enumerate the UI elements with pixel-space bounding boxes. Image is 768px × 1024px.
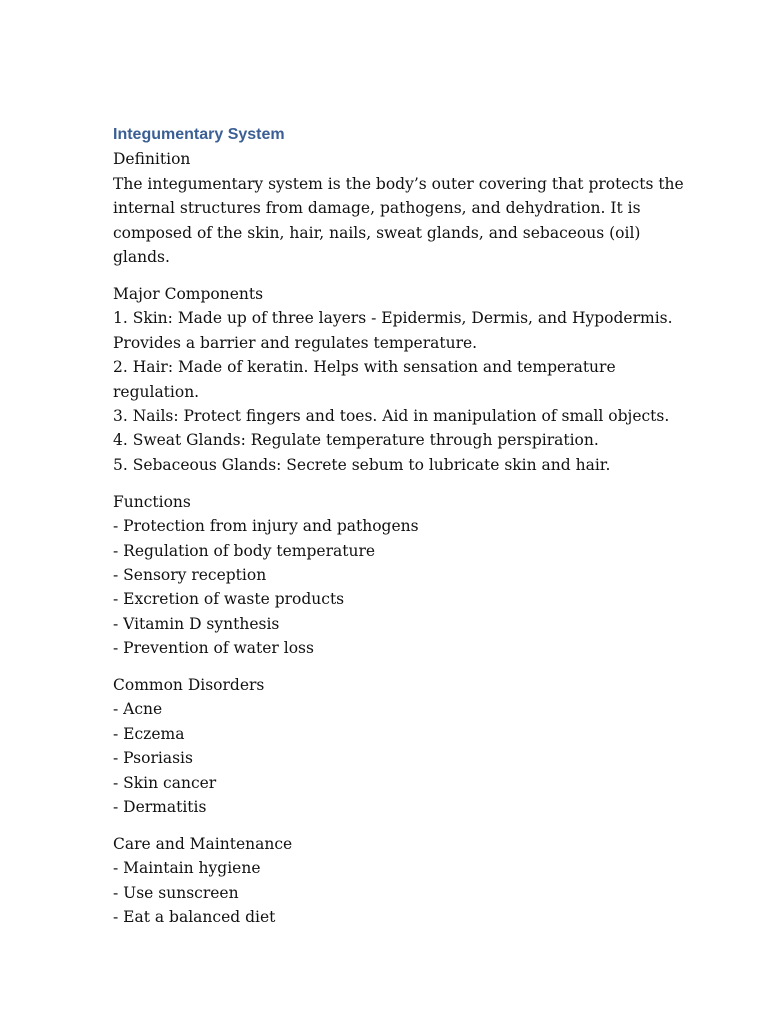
common-disorders-heading: Common Disorders [113,676,265,695]
major-components-section [113,282,673,477]
definition-line: The integumentary system is the body’s outer covering that protects the [113,174,684,193]
component-line: 2. Hair: Made of keratin. Helps with sensation and temperature [113,358,616,377]
list-item: - Excretion of waste products [113,590,345,609]
definition-line: internal structures from damage, pathogens, and dehydration. It is [113,199,641,218]
document-title: Integumentary System [113,126,285,143]
definition-section [113,147,684,269]
functions-heading: Functions [113,492,191,511]
list-item: - Acne [113,700,163,719]
care-maintenance-list [113,856,673,929]
common-disorders-section [113,673,673,819]
functions-list [113,514,673,660]
care-maintenance-section [113,832,673,930]
list-item: - Prevention of water loss [113,639,314,658]
list-item: - Skin cancer [113,773,217,792]
list-item: - Vitamin D synthesis [113,614,280,633]
list-item: - Maintain hygiene [113,859,261,878]
definition-line: glands. [113,248,170,267]
list-item: - Protection from injury and pathogens [113,517,419,536]
major-components-heading: Major Components [113,284,264,303]
component-line: Provides a barrier and regulates temperature. [113,333,478,352]
list-item: - Use sunscreen [113,883,239,902]
list-item: - Eczema [113,724,185,743]
common-disorders-list [113,697,673,819]
document-page [113,123,684,942]
list-item: - Dermatitis [113,798,207,817]
list-item: - Regulation of body temperature [113,541,376,560]
definition-heading: Definition [113,150,191,169]
functions-section [113,490,673,661]
component-line: 1. Skin: Made up of three layers - Epidermis, Dermis, and Hypodermis. [113,309,673,328]
component-line: 4. Sweat Glands: Regulate temperature through perspiration. [113,431,599,450]
list-item: - Sensory reception [113,565,267,584]
component-line: regulation. [113,382,200,401]
component-line: 5. Sebaceous Glands: Secrete sebum to lubricate skin and hair. [113,455,611,474]
definition-line: composed of the skin, hair, nails, sweat glands, and sebaceous (oil) [113,223,641,242]
major-components-list [113,306,673,477]
component-line: 3. Nails: Protect fingers and toes. Aid in manipulation of small objects. [113,406,670,425]
list-item: - Eat a balanced diet [113,908,276,927]
care-maintenance-heading: Care and Maintenance [113,834,293,853]
definition-paragraph [113,172,684,270]
list-item: - Psoriasis [113,749,193,768]
